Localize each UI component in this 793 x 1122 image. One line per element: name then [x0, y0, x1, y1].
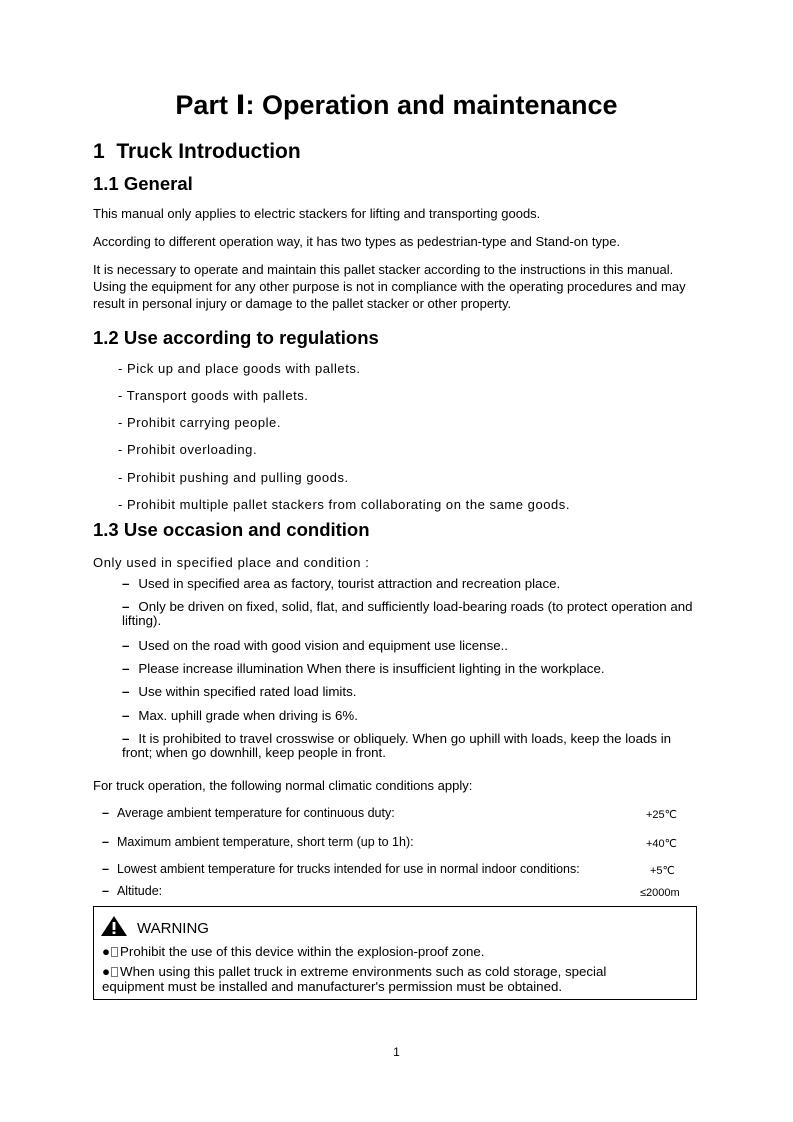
list-item-text: Used in specified area as factory, tourist attraction and recreation place. [138, 576, 561, 591]
section-heading-1-1: 1.1 General [93, 173, 193, 194]
section-heading-1-3: 1.3 Use occasion and condition [93, 519, 370, 540]
list-item: - Pick up and place goods with pallets. [118, 361, 361, 376]
page-title: Part Ⅰ: Operation and maintenance [175, 90, 618, 120]
list-item: - Prohibit carrying people. [118, 415, 281, 430]
condition-label-text: Average ambient temperature for continuous duty: [116, 806, 395, 820]
paragraph: This manual only applies to electric stackers for lifting and transporting goods. [93, 206, 541, 221]
condition-label [102, 884, 162, 898]
placeholder-box-icon [111, 947, 118, 957]
list-item: - Prohibit overloading. [118, 442, 258, 457]
list-item [122, 709, 358, 723]
section-number: 1 [93, 140, 105, 163]
list-item-text: Please increase illumination When there is insufficient lighting in the workplace. [138, 661, 605, 676]
warning-line-text: When using this pallet truck in extreme environments such as cold storage, special equipment must be installed and manufacturer's permission must be obtained. [102, 964, 607, 994]
dash-marker: – [122, 576, 130, 591]
condition-label [102, 835, 414, 849]
section-heading-1-2: 1.2 Use according to regulations [93, 327, 379, 348]
list-item [122, 600, 702, 628]
list-item [122, 685, 356, 699]
condition-label [102, 862, 580, 876]
paragraph: Only used in specified place and condition : [93, 555, 370, 570]
warning-line [102, 944, 662, 959]
dash-marker: – [102, 884, 109, 898]
list-item: - Prohibit multiple pallet stackers from collaborating on the same goods. [118, 497, 571, 512]
condition-value: ≤2000m [640, 887, 680, 899]
dash-marker: – [122, 731, 130, 746]
condition-value: +5℃ [650, 865, 675, 877]
list-item [122, 662, 605, 676]
page-number: 1 [393, 1045, 400, 1059]
dash-marker: – [102, 862, 109, 876]
condition-label-text: Altitude: [116, 884, 163, 898]
list-item [122, 639, 508, 653]
section-heading-1 [93, 140, 301, 164]
condition-value: +25℃ [646, 809, 678, 821]
paragraph: For truck operation, the following normal climatic conditions apply: [93, 778, 473, 793]
warning-box [93, 906, 697, 1000]
list-item [122, 732, 702, 760]
condition-label-text: Lowest ambient temperature for trucks intended for use in normal indoor conditions: [116, 862, 580, 876]
bullet-icon: ● [102, 944, 111, 959]
dash-marker: – [102, 806, 109, 820]
paragraph: According to different operation way, it has two types as pedestrian-type and Stand-on type. [93, 234, 621, 249]
condition-label-text: Maximum ambient temperature, short term (up to 1h): [116, 835, 414, 849]
warning-line-text: Prohibit the use of this device within the explosion-proof zone. [120, 944, 485, 959]
list-item-text: Used on the road with good vision and equipment use license.. [138, 638, 508, 653]
bullet-icon: ● [102, 964, 111, 979]
list-item-text: It is prohibited to travel crosswise or obliquely. When go uphill with loads, keep the loads in front; when go downhill, keep people in front. [122, 731, 672, 760]
list-item-text: Max. uphill grade when driving is 6%. [138, 708, 358, 723]
section-title: Truck Introduction [116, 140, 301, 163]
warning-title: WARNING [137, 920, 209, 937]
dash-marker: – [122, 599, 130, 614]
list-item-text: Use within specified rated load limits. [138, 684, 357, 699]
list-item-text: Only be driven on fixed, solid, flat, and sufficiently load-bearing roads (to protect operation and lifting). [122, 599, 693, 628]
dash-marker: – [122, 684, 130, 699]
list-item [122, 577, 560, 591]
warning-triangle-icon [100, 915, 128, 937]
condition-value: +40℃ [646, 838, 678, 850]
dash-marker: – [122, 661, 130, 676]
placeholder-box-icon [111, 967, 118, 977]
dash-marker: – [122, 708, 130, 723]
warning-line [102, 964, 662, 994]
dash-marker: – [122, 638, 130, 653]
list-item: - Prohibit pushing and pulling goods. [118, 470, 349, 485]
dash-marker: – [102, 835, 109, 849]
list-item: - Transport goods with pallets. [118, 388, 309, 403]
condition-label [102, 806, 395, 820]
paragraph: It is necessary to operate and maintain this pallet stacker according to the instructions in this manual. Using the equipment for any other purpose is not in compliance with the operating procedures and may result in personal injury or damage to the pallet stacker or other property. [93, 262, 686, 311]
